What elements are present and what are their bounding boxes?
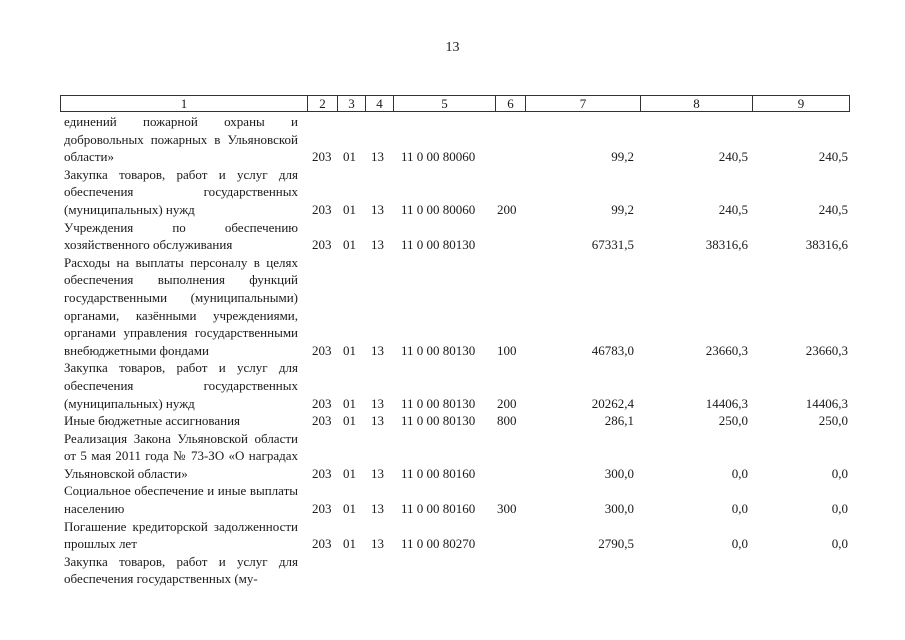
- row-description: Расходы на выплаты персоналу в целях обеспечения выполнения функций государственными (муниципальными) органами, казёнными учреждениями, органами управления государственными внебюджетными фондами: [64, 254, 298, 358]
- header-cell-4: 4: [365, 96, 393, 111]
- row-col-5: 11 0 00 80160: [401, 501, 476, 517]
- row-description: Иные бюджетные ассигнования: [64, 413, 241, 429]
- row-col-9: 240,5: [818, 149, 848, 165]
- row-col-9: 38316,6: [805, 237, 848, 253]
- row-col-2: 203: [312, 413, 332, 429]
- row-col-6: 800: [497, 413, 517, 429]
- row-description: Закупка товаров, работ и услуг для обеспечения государственных (муниципальных) нужд: [64, 360, 298, 411]
- row-col-7: 286,1: [604, 413, 634, 429]
- row-col-2: 203: [312, 342, 332, 358]
- row-col-7: 300,0: [604, 465, 634, 481]
- row-description: Закупка товаров, работ и услуг для обеспечения государственных (муниципальных) нужд: [64, 166, 298, 217]
- table-row: [0, 359, 905, 412]
- row-col-3: 01: [343, 237, 356, 253]
- row-col-5: 11 0 00 80130: [401, 237, 476, 253]
- row-col-6: 200: [497, 201, 517, 217]
- row-col-4: 13: [371, 395, 384, 411]
- header-cell-9: 9: [752, 96, 849, 111]
- row-description: Учреждения по обеспечению хозяйственного обслуживания: [64, 219, 298, 253]
- row-col-7: 99,2: [611, 201, 634, 217]
- table-row: [0, 518, 905, 553]
- table-header-row: [60, 95, 850, 112]
- row-col-9: 240,5: [818, 201, 848, 217]
- row-col-5: 11 0 00 80060: [401, 149, 476, 165]
- row-col-6: 100: [497, 342, 517, 358]
- row-col-8: 240,5: [718, 201, 748, 217]
- row-col-2: 203: [312, 465, 332, 481]
- row-col-8: 0,0: [731, 501, 748, 517]
- row-col-7: 2790,5: [598, 536, 634, 552]
- row-col-5: 11 0 00 80160: [401, 465, 476, 481]
- table-row: [0, 254, 905, 360]
- row-col-3: 01: [343, 395, 356, 411]
- table-row: [0, 412, 905, 430]
- row-col-5: 11 0 00 80130: [401, 413, 476, 429]
- row-col-6: 300: [497, 501, 517, 517]
- row-description: Закупка товаров, работ и услуг для обеспечения государственных (му-: [64, 553, 298, 587]
- page-number: 13: [445, 40, 460, 55]
- row-col-8: 250,0: [718, 413, 748, 429]
- row-col-2: 203: [312, 536, 332, 552]
- row-col-5: 11 0 00 80130: [401, 395, 476, 411]
- row-col-6: 200: [497, 395, 517, 411]
- row-col-4: 13: [371, 465, 384, 481]
- row-col-9: 23660,3: [805, 342, 848, 358]
- row-col-7: 300,0: [604, 501, 634, 517]
- row-col-4: 13: [371, 201, 384, 217]
- row-col-9: 0,0: [831, 536, 848, 552]
- header-cell-7: 7: [525, 96, 640, 111]
- row-col-4: 13: [371, 342, 384, 358]
- row-col-3: 01: [343, 201, 356, 217]
- row-col-3: 01: [343, 536, 356, 552]
- header-cell-2: 2: [307, 96, 337, 111]
- row-col-3: 01: [343, 149, 356, 165]
- row-col-7: 99,2: [611, 149, 634, 165]
- row-col-8: 23660,3: [705, 342, 748, 358]
- table-row: [0, 430, 905, 483]
- row-col-2: 203: [312, 201, 332, 217]
- table-row: [0, 113, 905, 166]
- row-col-7: 20262,4: [591, 395, 634, 411]
- row-col-8: 38316,6: [705, 237, 748, 253]
- row-col-7: 46783,0: [591, 342, 634, 358]
- row-description: Погашение кредиторской задолженности прошлых лет: [64, 518, 298, 552]
- row-col-8: 0,0: [731, 536, 748, 552]
- row-col-9: 0,0: [831, 465, 848, 481]
- row-col-4: 13: [371, 501, 384, 517]
- header-cell-8: 8: [640, 96, 752, 111]
- header-cell-1: 1: [180, 96, 188, 111]
- row-col-2: 203: [312, 395, 332, 411]
- row-col-5: 11 0 00 80060: [401, 201, 476, 217]
- row-col-7: 67331,5: [591, 237, 634, 253]
- row-col-4: 13: [371, 413, 384, 429]
- row-col-4: 13: [371, 536, 384, 552]
- table-row: [0, 482, 905, 517]
- row-description: единений пожарной охраны и добровольных пожарных в Ульяновской области»: [64, 114, 298, 165]
- row-col-2: 203: [312, 149, 332, 165]
- row-description: Социальное обеспечение и иные выплаты населению: [64, 483, 298, 517]
- row-col-8: 0,0: [731, 465, 748, 481]
- row-col-4: 13: [371, 237, 384, 253]
- row-col-8: 240,5: [718, 149, 748, 165]
- row-col-9: 14406,3: [805, 395, 848, 411]
- header-cell-5: 5: [393, 96, 495, 111]
- row-col-8: 14406,3: [705, 395, 748, 411]
- row-col-2: 203: [312, 237, 332, 253]
- header-cell-3: 3: [337, 96, 365, 111]
- row-col-2: 203: [312, 501, 332, 517]
- row-col-5: 11 0 00 80130: [401, 342, 476, 358]
- row-col-5: 11 0 00 80270: [401, 536, 476, 552]
- budget-table-body: [0, 113, 905, 588]
- row-col-3: 01: [343, 342, 356, 358]
- row-col-9: 250,0: [818, 413, 848, 429]
- table-row: [0, 553, 905, 588]
- row-col-3: 01: [343, 413, 356, 429]
- row-col-4: 13: [371, 149, 384, 165]
- row-col-9: 0,0: [831, 501, 848, 517]
- row-col-3: 01: [343, 465, 356, 481]
- header-cell-6: 6: [495, 96, 525, 111]
- table-row: [0, 219, 905, 254]
- row-description: Реализация Закона Ульяновской области от 5 мая 2011 года № 73-ЗО «О наградах Ульяновской области»: [64, 430, 298, 481]
- table-row: [0, 166, 905, 219]
- row-col-3: 01: [343, 501, 356, 517]
